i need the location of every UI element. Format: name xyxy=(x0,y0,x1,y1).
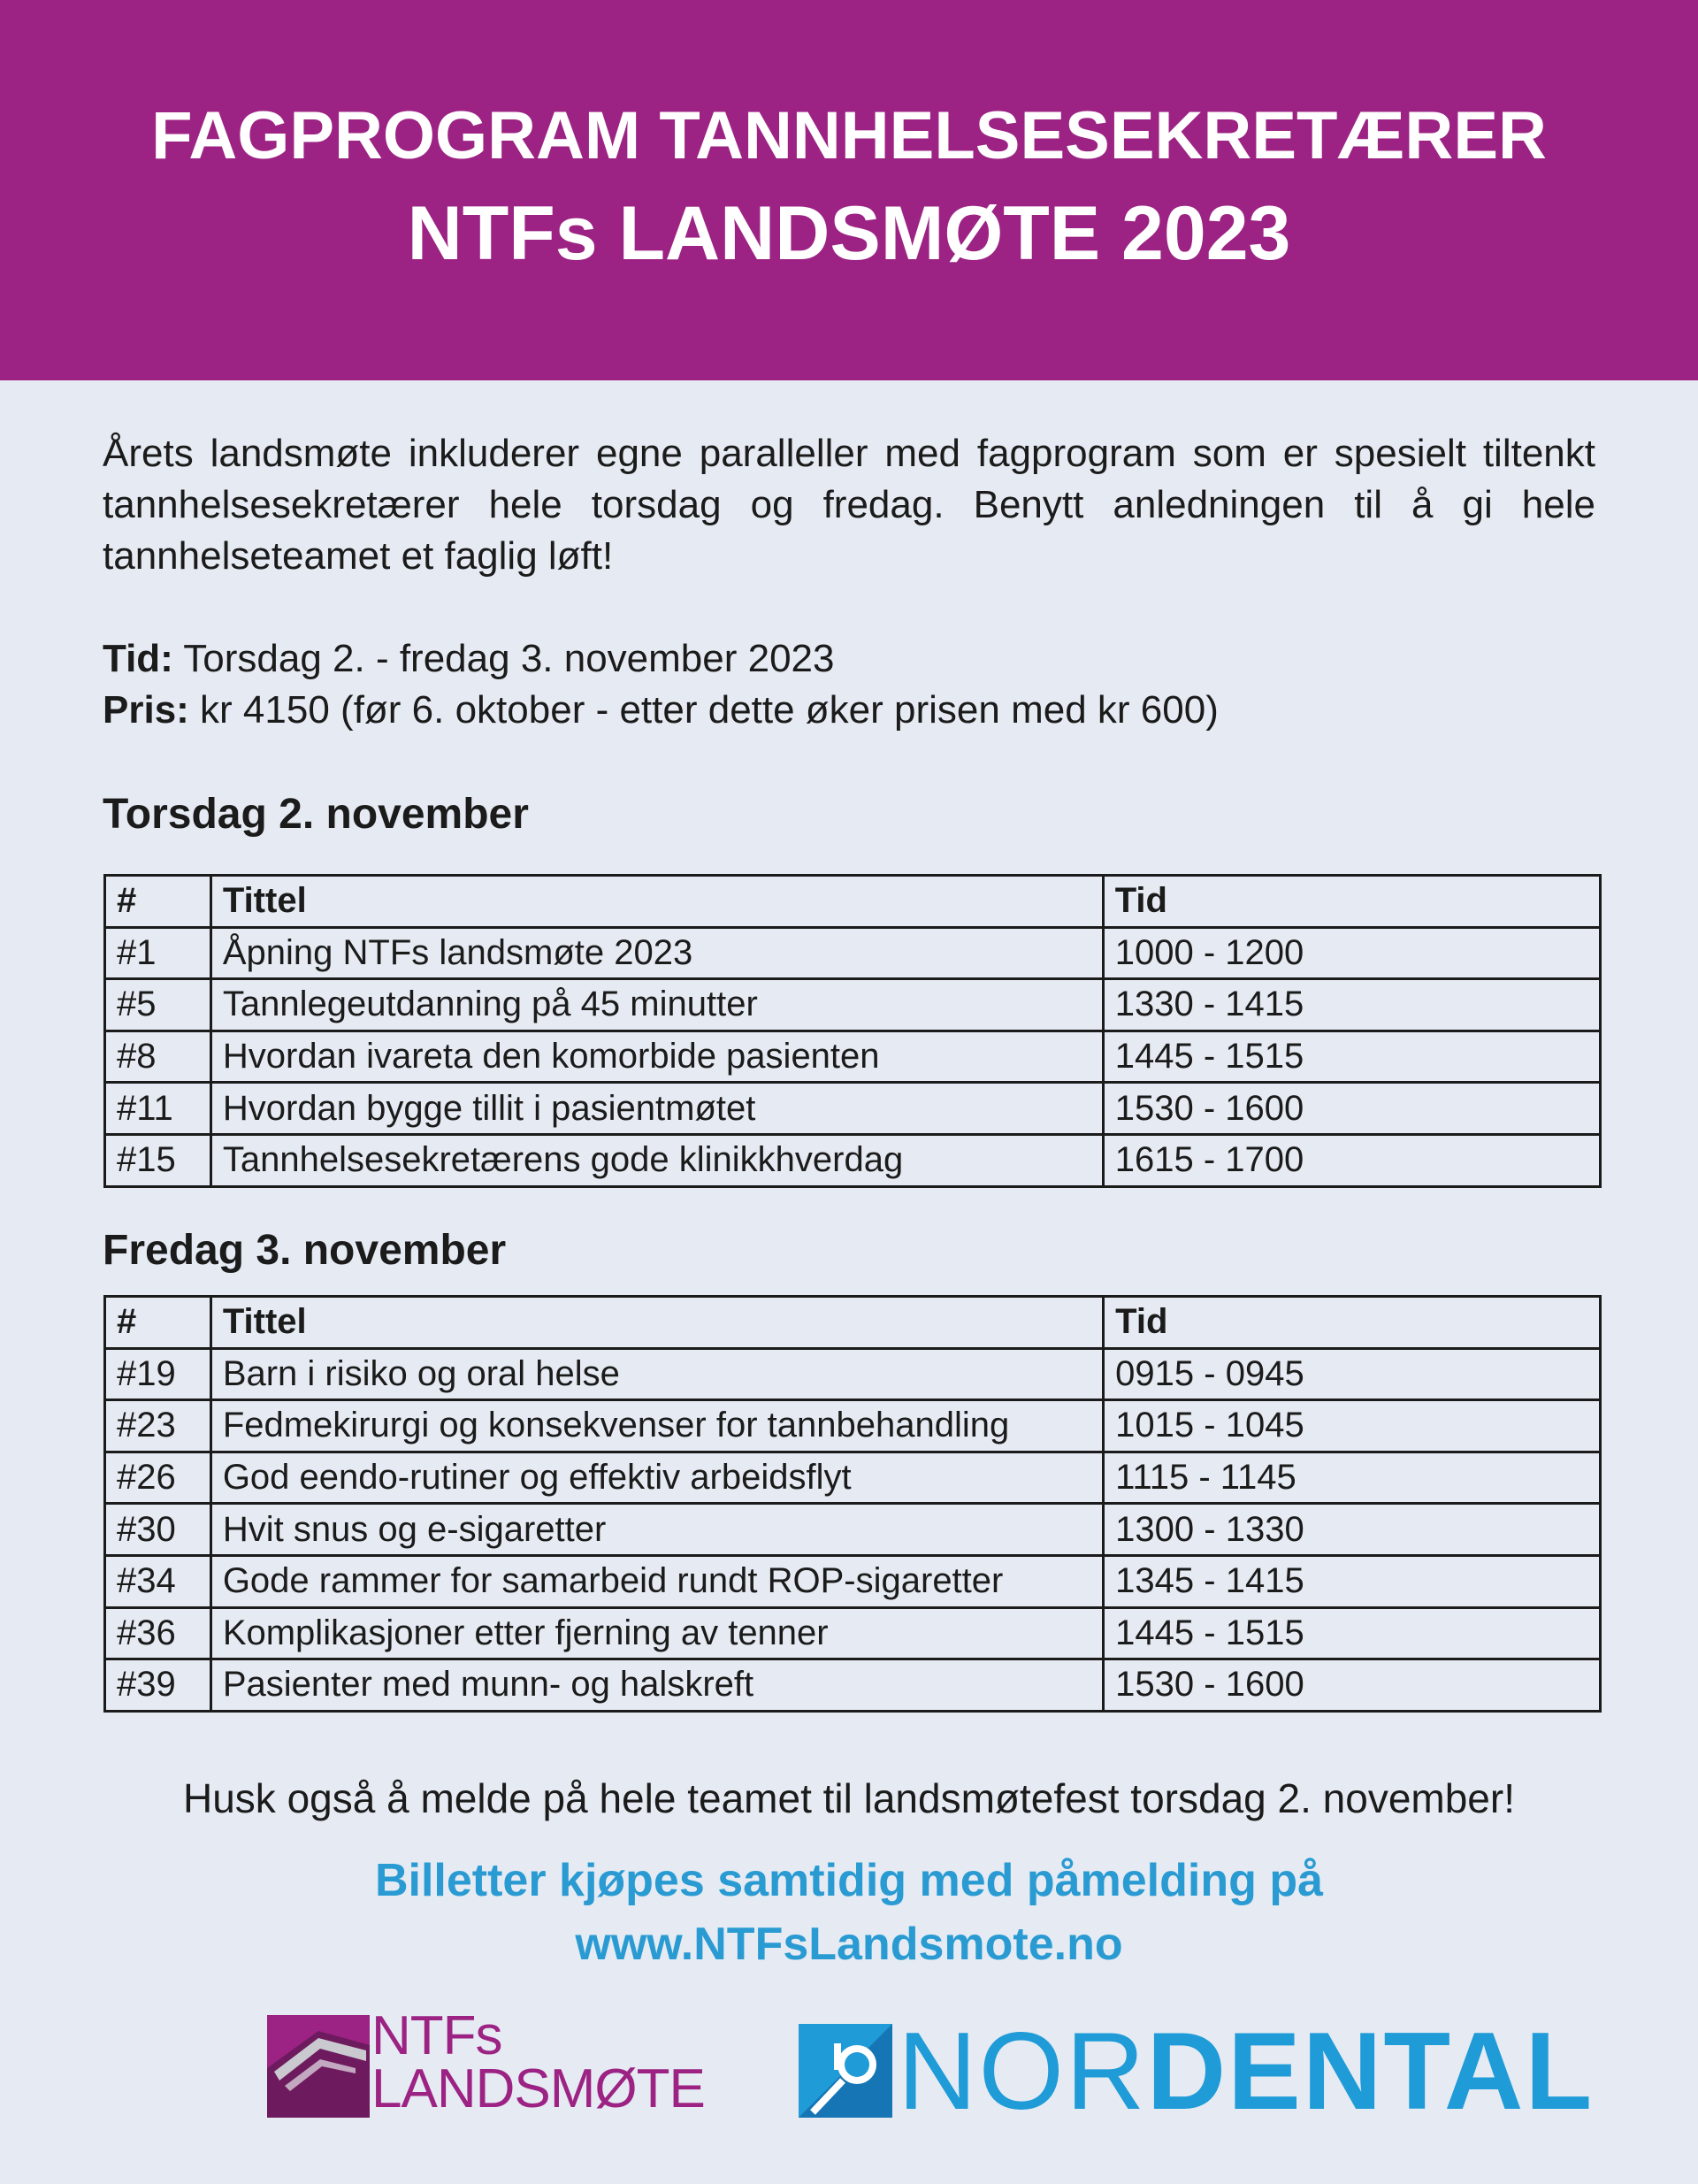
ntfs-landsmote-logo xyxy=(267,2005,727,2123)
thursday-table xyxy=(103,874,1602,1188)
friday-heading: Fredag 3. november xyxy=(103,1227,507,1274)
table-header-row xyxy=(105,876,1601,928)
session-time: 1615 - 1700 xyxy=(1103,1134,1600,1186)
session-title: Pasienter med munn- og halskreft xyxy=(210,1659,1103,1712)
ticket-text: Billetter kjøpes samtidig med påmelding på xyxy=(374,1855,1324,1906)
price-label: Pris: xyxy=(103,688,189,732)
time-label: Tid: xyxy=(103,637,173,680)
table-row xyxy=(105,1031,1601,1083)
session-num: #19 xyxy=(105,1348,211,1400)
table-row xyxy=(105,927,1601,979)
session-time: 1000 - 1200 xyxy=(1103,927,1600,979)
nordental-logo-dental: DENTAL xyxy=(1146,2011,1595,2133)
session-time: 1530 - 1600 xyxy=(1104,1659,1601,1712)
nordental-logo xyxy=(799,2011,1595,2133)
ntfs-logo-line2: LANDSMØTE xyxy=(371,2058,705,2119)
column-header-title: Tittel xyxy=(210,876,1103,928)
session-time: 1530 - 1600 xyxy=(1103,1083,1600,1135)
session-num: #34 xyxy=(105,1555,211,1607)
session-title: Tannlegeutdanning på 45 minutter xyxy=(210,979,1103,1031)
session-num: #1 xyxy=(105,927,211,979)
table-row xyxy=(105,1555,1601,1607)
session-title: Gode rammer for samarbeid rundt ROP-sigaretter xyxy=(210,1555,1103,1607)
nordental-mirror-icon xyxy=(799,2024,892,2118)
column-header-num: # xyxy=(105,1297,211,1349)
session-title: Hvordan bygge tillit i pasientmøtet xyxy=(210,1083,1103,1135)
nordental-logo-nor: NOR xyxy=(898,2011,1147,2133)
session-title: God eendo-rutiner og effektiv arbeidsflyt xyxy=(210,1452,1103,1504)
column-header-num: # xyxy=(105,876,211,928)
table-header-row xyxy=(105,1297,1601,1349)
table-row xyxy=(105,1452,1601,1504)
time-line xyxy=(103,633,1219,685)
price-line xyxy=(103,685,1219,736)
ntfs-logo-mark-icon xyxy=(267,2015,370,2118)
session-title: Barn i risiko og oral helse xyxy=(210,1348,1103,1400)
table-row xyxy=(105,1083,1601,1135)
thursday-heading: Torsdag 2. november xyxy=(103,791,529,838)
table-row xyxy=(105,979,1601,1031)
session-title: Hvit snus og e-sigaretter xyxy=(210,1504,1103,1556)
session-num: #15 xyxy=(105,1134,211,1186)
table-row xyxy=(105,1659,1601,1712)
session-time: 1445 - 1515 xyxy=(1103,1031,1600,1083)
session-time: 1015 - 1045 xyxy=(1104,1400,1601,1452)
price-value: kr 4150 (før 6. oktober - etter dette øker prisen med kr 600) xyxy=(188,688,1219,732)
header-title: FAGPROGRAM TANNHELSESEKRETÆRER xyxy=(151,98,1547,173)
column-header-time: Tid xyxy=(1103,876,1600,928)
session-title: Hvordan ivareta den komorbide pasienten xyxy=(210,1031,1103,1083)
session-num: #23 xyxy=(105,1400,211,1452)
intro-paragraph: Årets landsmøte inkluderer egne paralleller med fagprogram som er spesielt tiltenkt tannhelsesekretærer hele torsdag og fredag. Benytt anledningen til å gi hele tannhelseteamet et faglig løft! xyxy=(103,432,1595,578)
session-time: 0915 - 0945 xyxy=(1104,1348,1601,1400)
session-time: 1330 - 1415 xyxy=(1103,979,1600,1031)
column-header-title: Tittel xyxy=(210,1297,1103,1349)
party-reminder: Husk også å melde på hele teamet til landsmøtefest torsdag 2. november! xyxy=(182,1775,1515,1821)
session-time: 1115 - 1145 xyxy=(1104,1452,1601,1504)
session-num: #26 xyxy=(105,1452,211,1504)
friday-table xyxy=(103,1295,1602,1713)
column-header-time: Tid xyxy=(1104,1297,1601,1349)
session-time: 1300 - 1330 xyxy=(1104,1504,1601,1556)
ticket-info xyxy=(0,1849,1698,1976)
table-row xyxy=(105,1134,1601,1186)
session-num: #11 xyxy=(105,1083,211,1135)
ntfs-logo-line1: NTFs xyxy=(371,2005,502,2066)
header-subtitle: NTFs LANDSMØTE 2023 xyxy=(407,191,1291,276)
table-row xyxy=(105,1607,1601,1659)
session-num: #30 xyxy=(105,1504,211,1556)
session-time: 1445 - 1515 xyxy=(1104,1607,1601,1659)
session-num: #8 xyxy=(105,1031,211,1083)
session-num: #36 xyxy=(105,1607,211,1659)
session-time: 1345 - 1415 xyxy=(1104,1555,1601,1607)
time-value: Torsdag 2. - fredag 3. november 2023 xyxy=(172,637,835,680)
table-row xyxy=(105,1504,1601,1556)
session-num: #5 xyxy=(105,979,211,1031)
event-meta xyxy=(103,633,1219,736)
header-banner xyxy=(0,0,1698,380)
session-title: Tannhelsesekretærens gode klinikkhverdag xyxy=(210,1134,1103,1186)
table-row xyxy=(105,1400,1601,1452)
session-title: Fedmekirurgi og konsekvenser for tannbehandling xyxy=(210,1400,1103,1452)
session-title: Åpning NTFs landsmøte 2023 xyxy=(210,927,1103,979)
session-title: Komplikasjoner etter fjerning av tenner xyxy=(210,1607,1103,1659)
ticket-url-link[interactable]: www.NTFsLandsmote.no xyxy=(575,1919,1123,1970)
session-num: #39 xyxy=(105,1659,211,1712)
table-row xyxy=(105,1348,1601,1400)
